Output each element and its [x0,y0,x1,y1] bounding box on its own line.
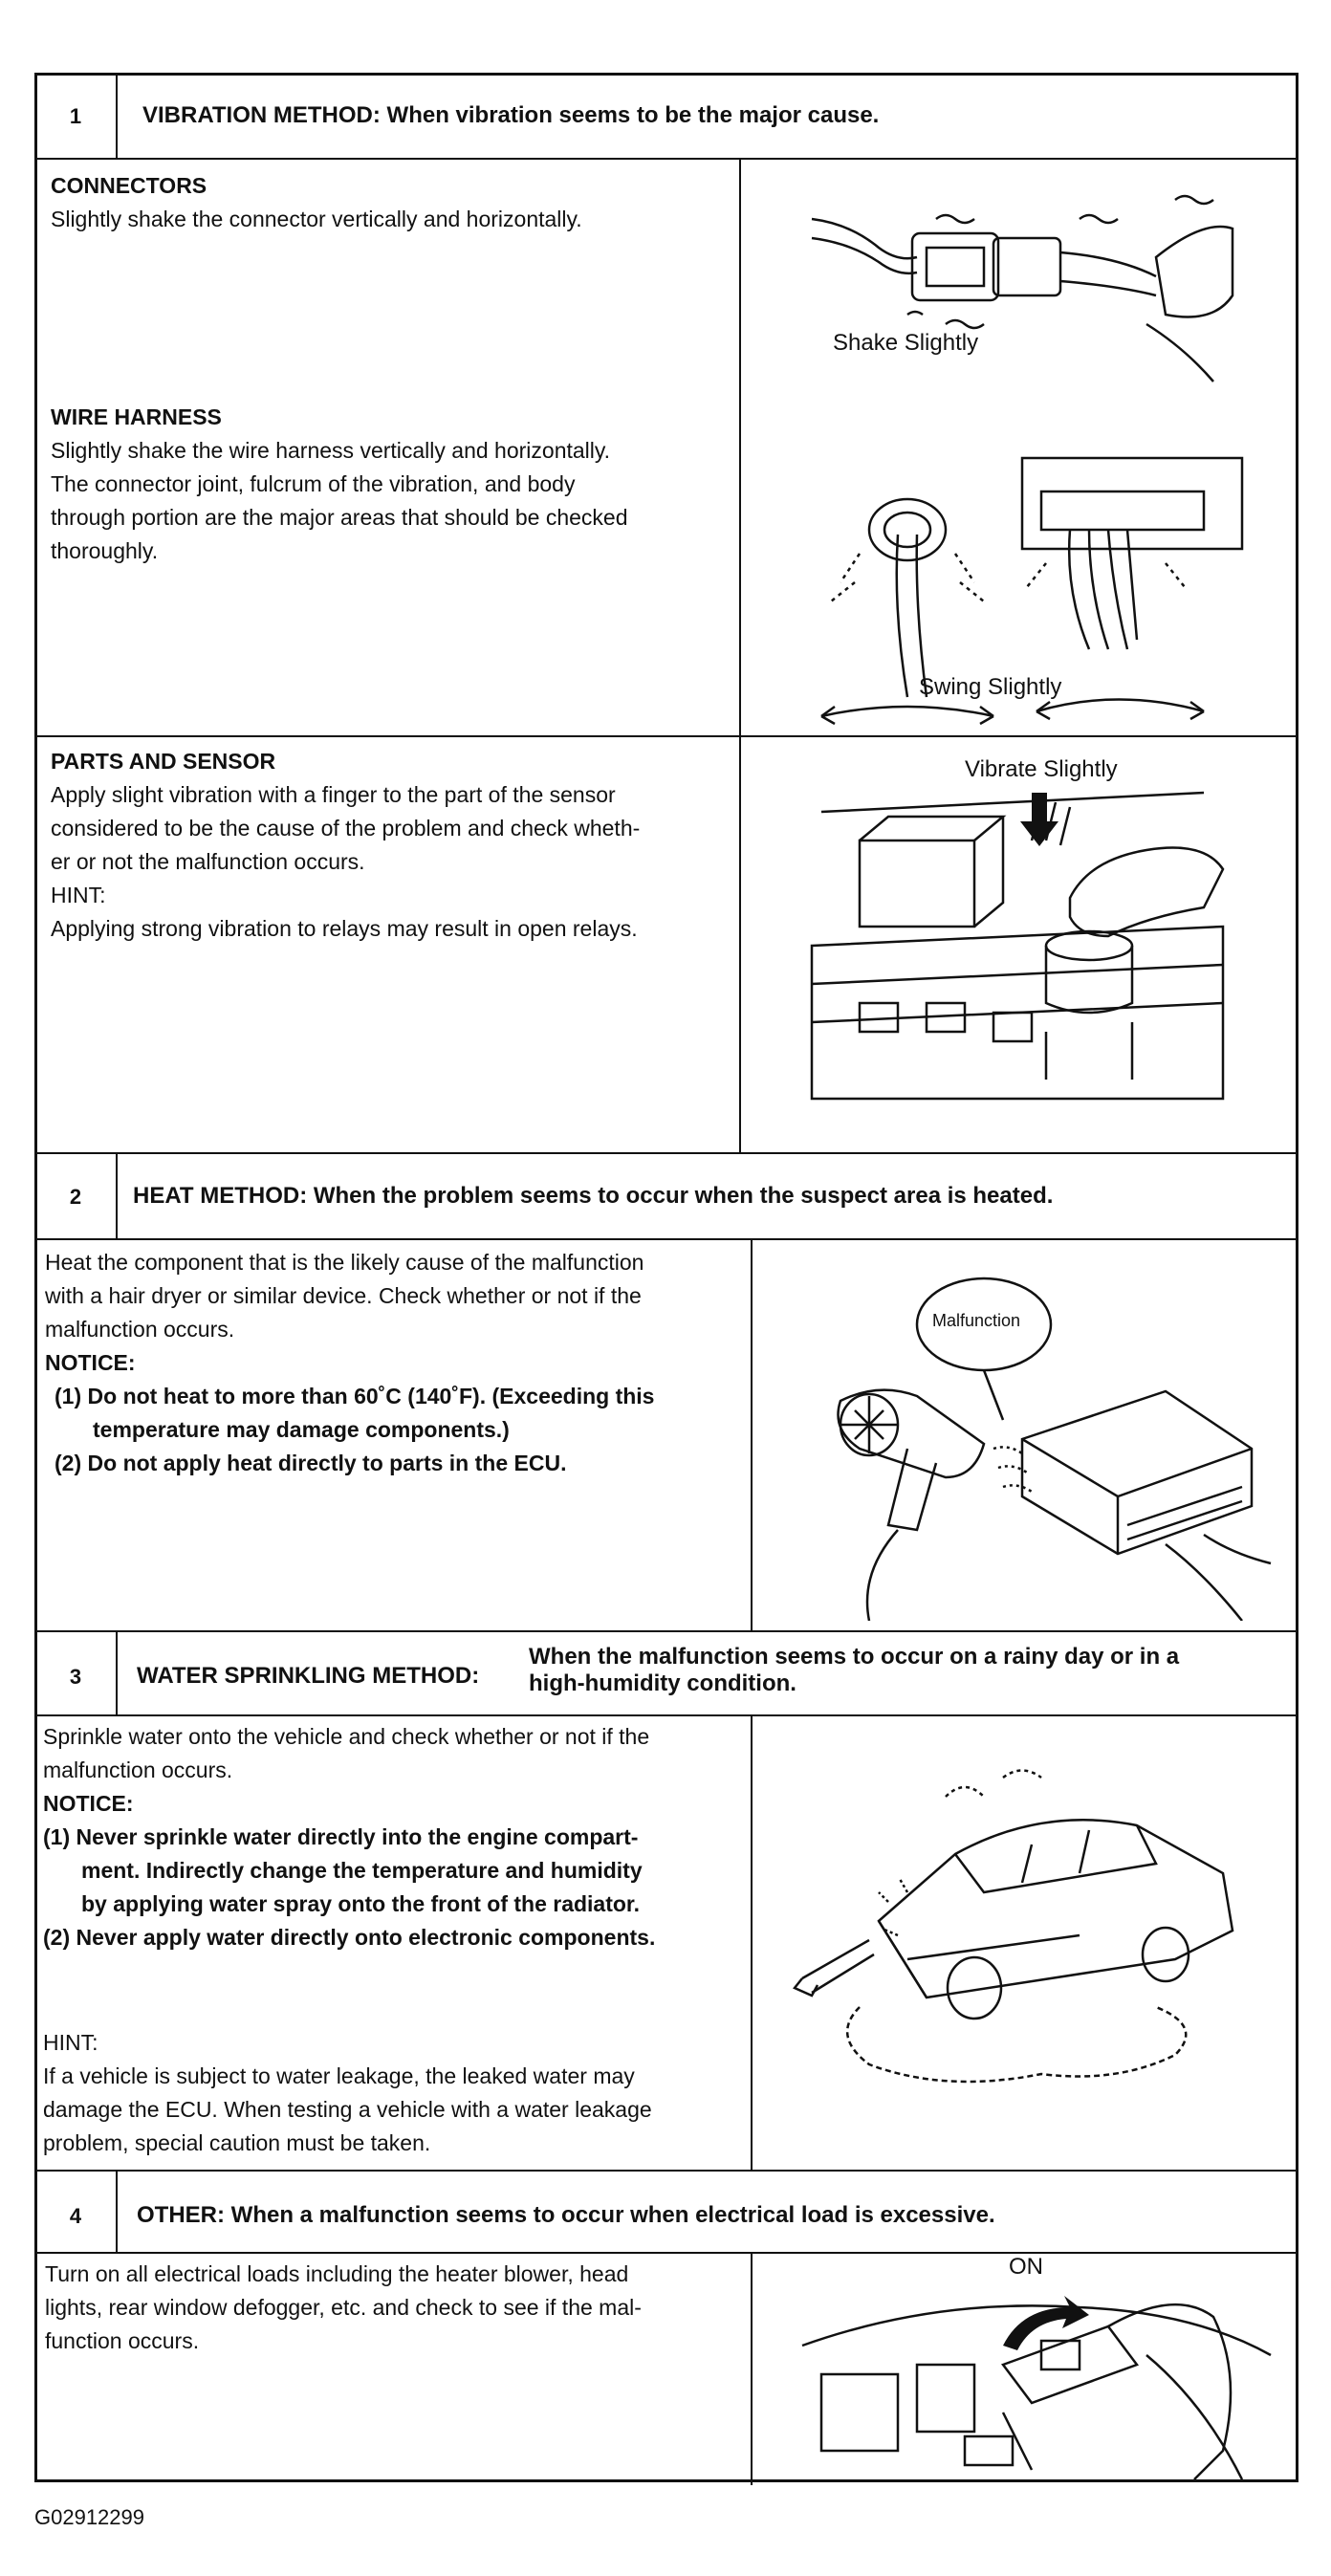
heat-notice-1-cont: temperature may damage components.) [93,1417,510,1442]
water-notice-1-cont-1: ment. Indirectly change the temperature and humidity [81,1858,643,1883]
hair-dryer-illustration [802,1257,1280,1621]
wire-harness-block [51,401,730,568]
other-line-1: Turn on all electrical loads including the heater blower, head [45,2261,629,2286]
vibrate-slightly-label: Vibrate Slightly [965,756,1118,782]
other-method-block [45,2258,743,2358]
section-2-number: 2 [69,1185,82,1209]
water-line-2: malfunction occurs. [43,1757,233,1782]
figure-code: G02912299 [34,2505,144,2529]
parts-sensor-heading: PARTS AND SENSOR [51,749,276,774]
other-line-2: lights, rear window defogger, etc. and check to see if the mal- [45,2295,642,2320]
method-table [34,73,1298,2482]
connector-shake-illustration [802,181,1242,429]
heat-notice-1 [45,1380,743,1413]
water-hint-block [43,2026,747,2160]
malfunction-bubble-label: Malfunction [932,1311,1021,1330]
parts-sensor-hint-label: HINT: [51,883,106,907]
wire-harness-line-3: through portion are the major areas that should be checked [51,505,628,530]
section-4-title: OTHER: When a malfunction seems to occur when electrical load is excessive. [137,2202,995,2228]
connectors-block [51,169,730,236]
parts-sensor-line-1: Apply slight vibration with a finger to the part of the sensor [51,782,616,807]
connectors-text: Slightly shake the connector vertically and horizontally. [51,207,582,231]
heat-notice-1-text: Do not heat to more than 60˚C (140˚F). (Exceeding this [87,1384,655,1408]
section-3-title-left: WATER SPRINKLING METHOD: [137,1663,480,1689]
parts-sensor-hint: Applying strong vibration to relays may result in open relays. [51,916,638,941]
wire-harness-heading: WIRE HARNESS [51,404,222,429]
section-3-title-right-1: When the malfunction seems to occur on a rainy day or in a [529,1644,1180,1670]
section-4-number: 4 [69,2204,82,2228]
heat-method-block [45,1246,743,1480]
wire-harness-line-1: Slightly shake the wire harness vertically and horizontally. [51,438,611,463]
heat-notice-2-marker: (2) [55,1451,82,1475]
heat-line-2: with a hair dryer or similar device. Check whether or not if the [45,1283,642,1308]
heat-notice-2 [45,1447,743,1480]
heat-notice-2-text: Do not apply heat directly to parts in the ECU. [87,1451,567,1475]
heat-notice-1-marker: (1) [55,1384,82,1408]
water-hint-line-3: problem, special caution must be taken. [43,2130,431,2155]
heat-line-3: malfunction occurs. [45,1317,235,1342]
water-line-1: Sprinkle water onto the vehicle and check whether or not if the [43,1724,650,1749]
shake-slightly-label: Shake Slightly [833,330,979,356]
on-label: ON [1009,2254,1043,2280]
water-notice-2: (2) Never apply water directly onto electronic components. [43,1925,656,1950]
wire-harness-line-4: thoroughly. [51,538,159,563]
wire-harness-line-2: The connector joint, fulcrum of the vibration, and body [51,471,576,496]
car-sprinkle-illustration [793,1768,1290,2112]
water-hint-label: HINT: [43,2030,98,2055]
other-line-3: function occurs. [45,2328,200,2353]
parts-sensor-line-2: considered to be the cause of the problem and check wheth- [51,816,641,840]
water-notice-1: (1) Never sprinkle water directly into the engine compart- [43,1824,639,1849]
section-1-title: VIBRATION METHOD: When vibration seems to be the major cause. [142,102,880,128]
parts-sensor-block [51,745,730,946]
section-3-title-right-2: high-humidity condition. [529,1670,796,1696]
dashboard-switch-illustration [793,2259,1290,2479]
heat-line-1: Heat the component that is the likely cause of the malfunction [45,1250,644,1275]
section-2-title: HEAT METHOD: When the problem seems to occur when the suspect area is heated. [133,1183,1054,1209]
section-3-number: 3 [69,1665,82,1689]
heat-notice-label: NOTICE: [45,1350,136,1375]
section-1-number: 1 [69,104,82,128]
water-notice-label: NOTICE: [43,1791,134,1816]
connectors-heading: CONNECTORS [51,173,207,198]
water-hint-line-1: If a vehicle is subject to water leakage, the leaked water may [43,2063,635,2088]
water-hint-line-2: damage the ECU. When testing a vehicle with a water leakage [43,2097,652,2122]
swing-slightly-label: Swing Slightly [919,674,1062,700]
water-notice-1-cont-2: by applying water spray onto the front of the radiator. [81,1891,641,1916]
water-method-block [43,1720,747,1954]
parts-sensor-line-3: er or not the malfunction occurs. [51,849,365,874]
sensor-vibrate-illustration [802,783,1242,1108]
